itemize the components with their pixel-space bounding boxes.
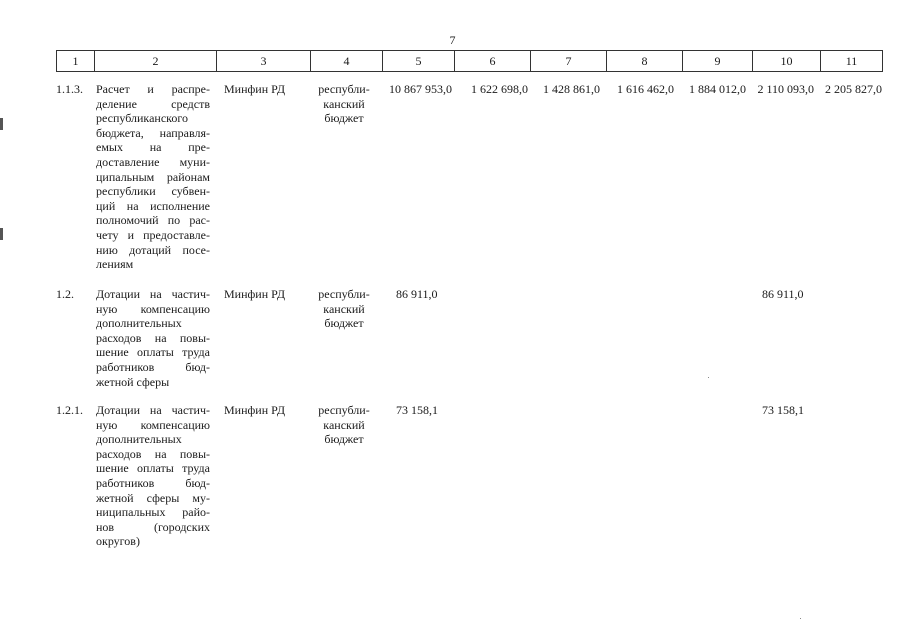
name-line: ций на исполнение [96,198,210,213]
source-line: канский [323,417,365,432]
row-name [96,403,210,549]
scan-speck [800,618,801,619]
value-year-col9: 1 884 012,0 [689,82,746,96]
source-line: республи- [318,82,370,96]
header-col-7: 7 [531,51,607,72]
source-line: бюджет [324,432,364,447]
name-line: чету и предоставле- [96,227,210,242]
row-funding-source [304,403,384,447]
header-col-1: 1 [57,51,95,72]
scan-edge-mark [0,228,3,240]
name-line: жетной сферы [96,374,170,389]
name-line: шение оплаты труда [96,345,210,360]
name-line: шение оплаты труда [96,461,210,476]
header-col-5: 5 [383,51,455,72]
name-line: емых на пре- [96,140,210,155]
name-line: ную компенсацию [96,301,210,316]
name-line: работников бюд- [96,475,210,490]
value-year-col10: 2 110 093,0 [757,82,814,96]
row-name [96,82,210,272]
value-year-col11: 2 205 827,0 [825,82,882,96]
source-line: республи- [318,403,370,417]
name-line: дополнительных [96,316,182,331]
name-line: деление средств [96,96,210,111]
name-line: расходов на повы- [96,330,210,345]
row-number: 1.2. [56,287,74,301]
name-line: жетной сферы му- [96,490,210,505]
column-number-header [56,50,883,72]
scan-speck [708,377,709,378]
table-row [56,403,882,553]
row-executor: Минфин РД [224,403,286,417]
name-line: работников бюд- [96,359,210,374]
page-number: 7 [449,33,456,47]
name-line: расходов на повы- [96,446,210,461]
row-number: 1.2.1. [56,403,83,417]
row-funding-source [304,287,384,331]
name-line: Расчет и распре- [96,82,210,96]
name-line: ципальным районам [96,169,210,184]
value-total: 86 911,0 [396,287,438,301]
value-year-col8: 1 616 462,0 [617,82,674,96]
source-line: республи- [318,287,370,301]
header-col-11: 11 [821,51,883,72]
header-col-6: 6 [455,51,531,72]
value-year-col7: 1 428 861,0 [543,82,600,96]
name-line: ниципальных райо- [96,505,210,520]
name-line: доставление муни- [96,154,210,169]
table-row [56,82,882,278]
name-line: нов (городских [96,519,210,534]
scan-edge-mark [0,118,3,130]
name-line: Дотации на частич- [96,287,210,301]
table-row [56,287,882,397]
value-year-col6: 1 622 698,0 [471,82,528,96]
row-executor: Минфин РД [224,82,286,96]
name-line: округов) [96,534,140,549]
name-line: республики субвен- [96,184,210,199]
name-line: ную компенсацию [96,417,210,432]
value-total: 10 867 953,0 [389,82,452,96]
row-funding-source [304,82,384,126]
value-year-col10: 73 158,1 [762,403,804,417]
source-line: бюджет [324,111,364,126]
name-line: республиканского [96,111,188,126]
name-line: нию дотаций посе- [96,242,210,257]
row-number: 1.1.3. [56,82,83,96]
name-line: Дотации на частич- [96,403,210,417]
header-col-10: 10 [753,51,821,72]
name-line: дополнительных [96,432,182,447]
source-line: канский [323,96,365,111]
value-total: 73 158,1 [396,403,438,417]
row-executor: Минфин РД [224,287,286,301]
value-year-col10: 86 911,0 [762,287,804,301]
header-col-2: 2 [95,51,217,72]
header-col-3: 3 [217,51,311,72]
name-line: полномочий по рас- [96,213,210,228]
source-line: бюджет [324,316,364,331]
header-col-8: 8 [607,51,683,72]
name-line: лениям [96,257,134,272]
row-name [96,287,210,389]
header-col-4: 4 [311,51,383,72]
header-col-9: 9 [683,51,753,72]
name-line: бюджета, направля- [96,125,210,140]
source-line: канский [323,301,365,316]
